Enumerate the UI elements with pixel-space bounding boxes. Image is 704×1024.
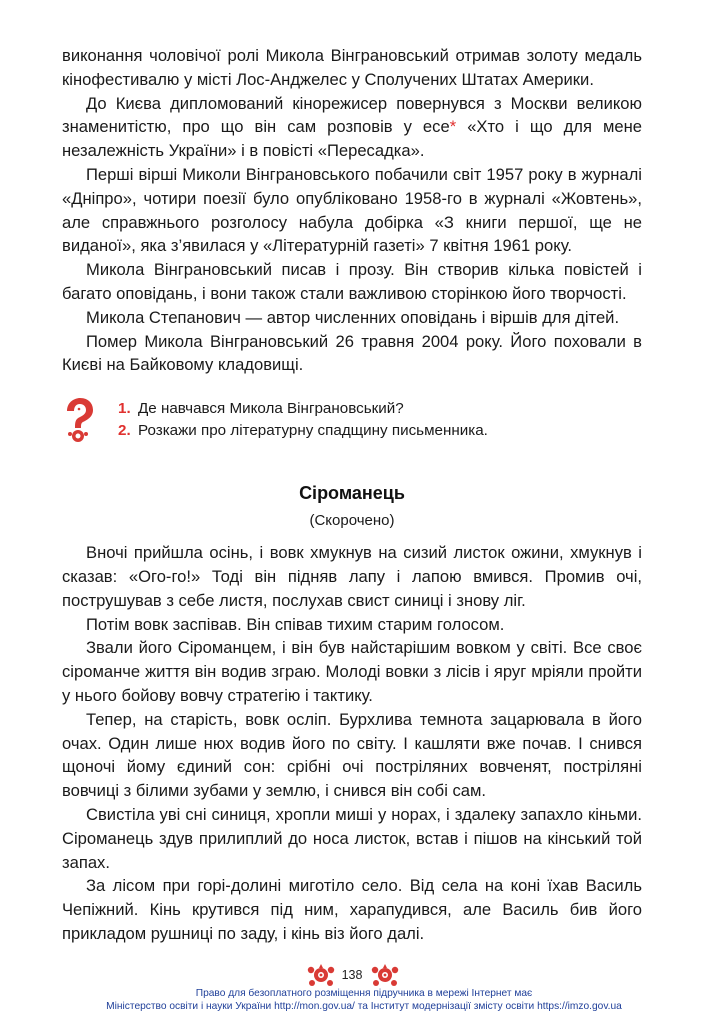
questions-list xyxy=(118,398,488,442)
question-mark-icon xyxy=(62,397,96,443)
question-text: Де навчався Микола Вінграновський? xyxy=(138,400,404,418)
story-paragraph: Тепер, на старість, вовк осліп. Бурхлива темнота зацарювала в його очах. Один лише нюх водив його по світу. І кашляти вже почав. І снився щоночі йому єдиний сон: срібні очі постріляних вовченят, постріляні вовчиці з білими зубами у землю, і снився він собі сам. xyxy=(62,709,642,801)
license-footer xyxy=(84,987,644,1013)
essay-text-after: «Хто і що для мене незалежність України» і в повісті «Пересадка». xyxy=(62,117,643,161)
question-item xyxy=(118,420,488,442)
story-paragraph: Потім вовк заспівав. Він співав тихим старим голосом. xyxy=(86,614,505,634)
question-text: Розкажи про літературну спадщину письменника. xyxy=(138,422,488,440)
footer-line: Міністерство освіти і науки України http://mon.gov.ua/ та Інститут модернізації змісту освіти https://imzo.gov.ua xyxy=(106,1001,622,1012)
question-number: 1. xyxy=(118,400,131,418)
story-paragraph: Вночі прийшла осінь, і вовк хмукнув на сизий листок ожини, хмукнув і сказав: «Ого-го!» Тоді він підняв лапу і лапою вмився. Промив очі, пострушував з себе листя, послухав свист синиці і знову ліг. xyxy=(62,543,642,610)
body-paragraph: виконання чоловічої ролі Микола Вінграновський отримав золоту медаль кінофестивалю у місті Лос-Анджелес у Сполучених Штатах Америки. xyxy=(62,46,642,89)
question-number: 2. xyxy=(118,422,131,440)
body-paragraph: Помер Микола Вінграновський 26 травня 2004 року. Його поховали в Києві на Байковому кладовищі. xyxy=(62,331,642,375)
page-content xyxy=(62,44,642,946)
footer-line: Право для безоплатного розміщення підручника в мережі Інтернет має xyxy=(195,988,533,999)
body-paragraph: Перші вірші Миколи Вінграновського побачили світ 1957 року в журналі «Дніпро», чотири поезії було опубліковано 1958-го в журналі «Жовтень», але справжнього розголосу набула добірка «З книги першої, ще не виданої», яка з’явилася у «Літературній газеті» 7 квітня 1961 року. xyxy=(62,164,642,256)
story-paragraph: Звали його Сіроманцем, і він був найстарішим вовком у світі. Все своє сіроманче життя він водив зграю. Молоді вовки з лісів і яруг мріяли пройти у нього бойову вовчу стратегію і тактику. xyxy=(62,638,642,705)
story-subtitle: (Скорочено) xyxy=(309,512,395,530)
page-number: 138 xyxy=(341,968,363,982)
story-paragraph: Свистіла уві сні синиця, хропли миші у норах, і здалеку запахло кіньми. Сіроманець здув прилиплий до носа листок, встав і пішов на кінський той запах. xyxy=(62,804,642,872)
body-paragraph: Микола Вінграновський писав і прозу. Він створив кілька повістей і багато оповідань, і вони також стали важливою сторінкою його творчості. xyxy=(62,260,642,303)
essay-text-before: До Києва дипломований кінорежисер повернувся з Москви великою знаменитістю, про що він сам розповів у есе xyxy=(62,93,642,137)
story-text xyxy=(62,541,642,946)
body-paragraph: Микола Степанович — автор численних оповідань і віршів для дітей. xyxy=(86,307,620,327)
story-paragraph: За лісом при горі-долині миготіло село. Від села на коні їхав Василь Чепіжний. Кінь крутився під ним, харапудився, але Василь бив його прикладом рушниці по заду, і кінь віз його далі. xyxy=(62,876,642,943)
floral-ornament-icon xyxy=(370,962,400,990)
question-item xyxy=(118,398,488,420)
questions-block xyxy=(62,395,642,445)
story-title: Сіроманець xyxy=(299,483,405,504)
body-paragraph xyxy=(62,92,642,163)
footnote-asterisk: * xyxy=(449,117,457,137)
